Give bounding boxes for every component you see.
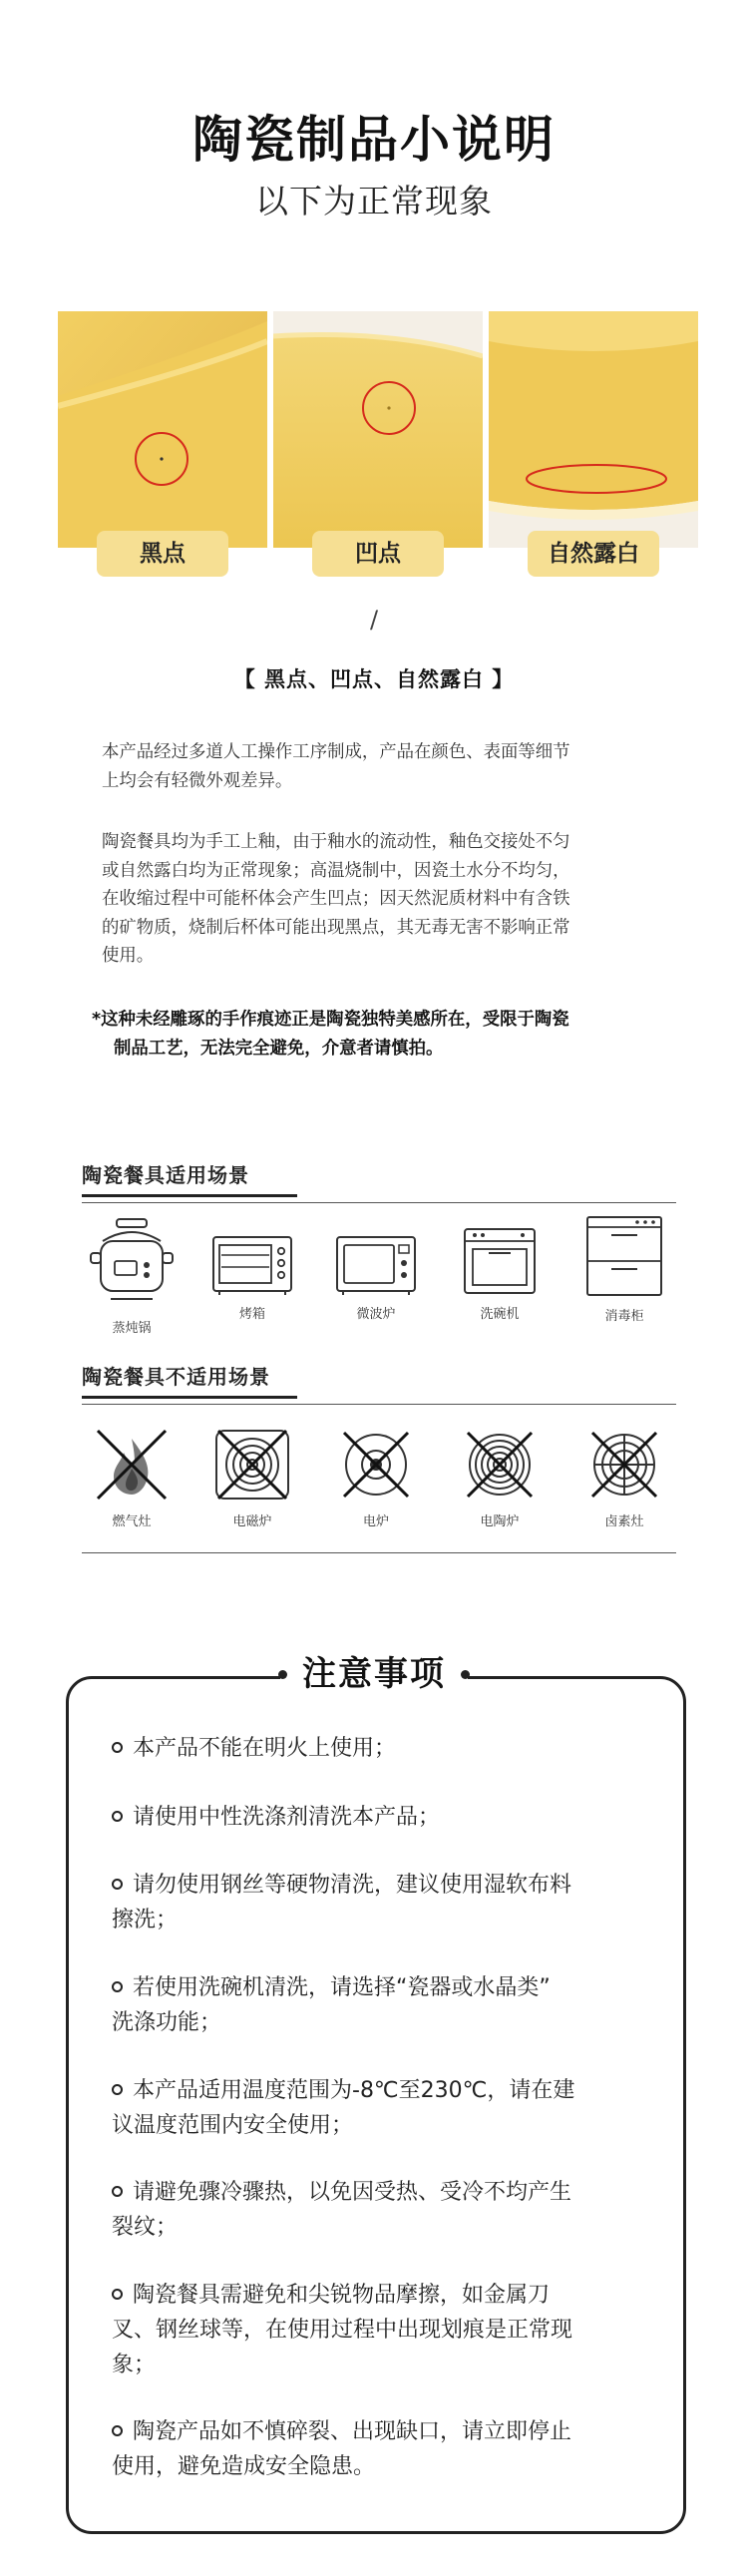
unsuitable-title-underline [82, 1396, 297, 1399]
note-line: 制品工艺，无法完全避免，介意者请慎拍。 [114, 1039, 444, 1059]
unsuitable-label: 燃气灶 [112, 1514, 152, 1529]
oven-icon [211, 1233, 293, 1297]
electric-stove-icon [336, 1425, 416, 1504]
notice-item [112, 2073, 658, 2143]
black-dot-tag: 黑点 [97, 531, 228, 577]
black-dot-photo [58, 311, 267, 548]
paragraph-1 [102, 738, 658, 795]
notice-item [112, 1868, 658, 1937]
page-subtitle: 以下为正常现象 [255, 182, 493, 220]
notice-item [112, 2278, 658, 2382]
disinfection-cabinet-icon [583, 1215, 665, 1299]
note-line: *这种未经雕琢的手作痕迹正是陶瓷独特美感所在，受限于陶瓷 [92, 1010, 569, 1030]
notice-item [112, 2175, 658, 2245]
paragraph-line: 的矿物质，烧制后杯体可能出现黑点，其无毒无害不影响正常 [102, 917, 570, 938]
suitable-label: 洗碗机 [480, 1307, 520, 1322]
dent-photo [273, 311, 483, 548]
notice-line: 请勿使用钢丝等硬物清洗，建议使用湿软布料 [133, 1873, 572, 1898]
gas-stove-icon [92, 1425, 172, 1504]
induction-cooker-item [192, 1425, 312, 1529]
ceramic-cooker-icon [460, 1425, 540, 1504]
notice-line: 若使用洗碗机清洗，请选择“瓷器或水晶类” [133, 1975, 551, 2000]
bullet-icon [112, 2084, 123, 2095]
section-title: 【 黑点、凹点、自然露白 】 [233, 667, 515, 691]
electric-stove-item [316, 1425, 436, 1529]
paragraph-line: 在收缩过程中可能杯体会产生凹点；因天然泥质材料中有含铁 [102, 889, 570, 909]
notice-line: 陶瓷餐具需避免和尖锐物品摩擦，如金属刀 [133, 2283, 551, 2308]
exposed-white-photo [489, 311, 698, 548]
bullet-icon [112, 1811, 123, 1822]
induction-cooker-icon [212, 1425, 292, 1504]
halogen-stove-item [564, 1425, 684, 1529]
bullet-icon [112, 2289, 123, 2300]
unsuitable-bottom-rule [82, 1552, 676, 1553]
suitable-label: 微波炉 [356, 1307, 396, 1322]
notice-line: 象； [112, 2353, 157, 2377]
paragraph-line: 或自然露白均为正常现象；高温烧制中，因瓷土水分不均匀， [102, 860, 570, 881]
suitable-title-underline [82, 1194, 297, 1197]
halogen-stove-icon [584, 1425, 664, 1504]
paragraph-line: 陶瓷餐具均为手工上釉，由于釉水的流动性，釉色交接处不匀 [102, 832, 570, 852]
disclaimer-note [92, 1006, 670, 1064]
notice-item [112, 1800, 658, 1835]
ceramic-cooker-item [440, 1425, 560, 1529]
bullet-icon [112, 1742, 123, 1753]
unsuitable-label: 电炉 [362, 1514, 389, 1529]
dent-tag: 凹点 [312, 531, 444, 577]
exposed-white-tag: 自然露白 [528, 531, 659, 577]
suitable-label: 蒸炖锅 [112, 1321, 152, 1336]
unsuitable-label: 卤素灶 [604, 1514, 644, 1529]
notice-line: 叉、钢丝球等，在使用过程中出现划痕是正常现 [112, 2318, 573, 2343]
notice-line: 使用，避免造成安全隐患。 [112, 2454, 376, 2479]
bullet-icon [112, 1879, 123, 1890]
gas-stove-item [72, 1425, 191, 1529]
stew-pot-icon [87, 1215, 177, 1311]
notice-line: 洗涤功能； [112, 2010, 222, 2035]
divider-slash: / [369, 606, 379, 634]
stew-pot-item [72, 1215, 191, 1336]
paragraph-line: 本产品经过多道人工操作工序制成，产品在颜色、表面等细节 [102, 742, 570, 762]
notice-line: 本产品不能在明火上使用； [133, 1736, 397, 1761]
dishwasher-icon [459, 1227, 541, 1297]
notice-item [112, 1970, 658, 2040]
suitable-label: 消毒柜 [604, 1309, 644, 1324]
unsuitable-label: 电磁炉 [232, 1514, 272, 1529]
unsuitable-label: 电陶炉 [480, 1514, 520, 1529]
bullet-icon [112, 1981, 123, 1992]
notice-line: 陶瓷产品如不慎碎裂、出现缺口，请立即停止 [133, 2419, 572, 2444]
notice-title: 注意事项 [280, 1644, 468, 1704]
unsuitable-title: 陶瓷餐具不适用场景 [82, 1365, 270, 1389]
notice-item [112, 2414, 658, 2484]
notice-line: 本产品适用温度范围为-8℃至230℃，请在建 [133, 2078, 575, 2103]
bullet-icon [112, 2186, 123, 2197]
suitable-rule [82, 1202, 676, 1203]
dishwasher-item [440, 1227, 560, 1322]
suitable-label: 烤箱 [238, 1307, 265, 1322]
paragraph-line: 使用。 [102, 946, 155, 966]
notice-line: 请避免骤冷骤热，以免因受热、受冷不均产生 [133, 2180, 572, 2205]
disinfection-cabinet-item [564, 1215, 684, 1324]
suitable-title: 陶瓷餐具适用场景 [82, 1163, 249, 1187]
paragraph-line: 上均会有轻微外观差异。 [102, 770, 293, 791]
unsuitable-rule [82, 1404, 676, 1405]
notice-line: 请使用中性洗涤剂清洗本产品； [133, 1805, 441, 1830]
microwave-item [316, 1233, 436, 1322]
notice-line: 擦洗； [112, 1908, 179, 1932]
paragraph-2 [102, 828, 658, 971]
notice-title-wrap [0, 1644, 748, 1704]
notice-line: 裂纹； [112, 2215, 179, 2240]
oven-item [192, 1233, 312, 1322]
microwave-icon [335, 1233, 417, 1297]
notice-item [112, 1731, 658, 1766]
bullet-icon [112, 2425, 123, 2436]
page-title: 陶瓷制品小说明 [192, 111, 556, 169]
notice-line: 议温度范围内安全使用； [112, 2113, 354, 2138]
